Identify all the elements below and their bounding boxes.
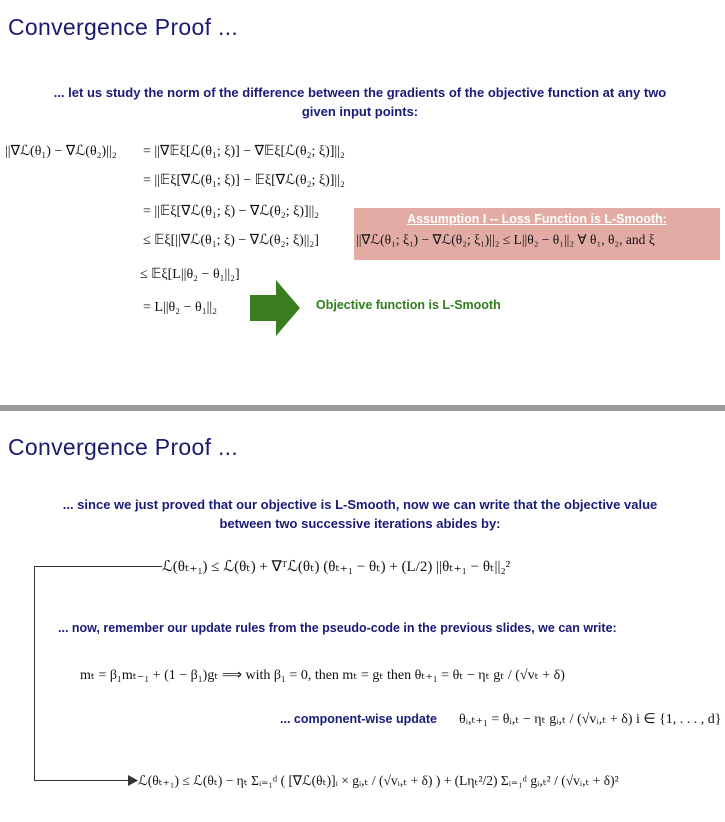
eq-line-4: ≤ 𝔼ξ[||∇ℒ(θ₁; ξ) − ∇ℒ(θ₂; ξ)||₂] bbox=[143, 233, 319, 248]
connector-arrowhead-icon bbox=[128, 775, 138, 786]
assumption-title: Assumption I -- Loss Function is L-Smooth: bbox=[407, 212, 667, 226]
connector-top bbox=[34, 566, 162, 567]
component-equation: θᵢ,ₜ₊₁ = θᵢ,ₜ − ηₜ gᵢ,ₜ / (√vᵢ,ₜ + δ) i ∈ {1, . . . , d} bbox=[459, 712, 722, 727]
slide2-intro-line1: ... since we just proved that our objective is L-Smooth, now we can write that the objective value bbox=[62, 497, 658, 512]
conclusion-label: Objective function is L-Smooth bbox=[316, 298, 501, 312]
slide1-title: Convergence Proof ... bbox=[8, 14, 239, 40]
assumption-box bbox=[354, 208, 720, 260]
slide1-intro bbox=[20, 83, 700, 121]
slide2-title: Convergence Proof ... bbox=[8, 434, 239, 460]
assumption-equation: ||∇ℒ(θ₁; ξ₁) − ∇ℒ(θ₂; ξ₁)||₂ ≤ L||θ₂ − θ₁||₂ ∀ θ₁, θ₂, and ξ bbox=[356, 232, 655, 247]
slide2-intro bbox=[20, 495, 700, 533]
slide-divider bbox=[0, 405, 725, 411]
right-arrow-icon bbox=[250, 280, 302, 336]
slide1-intro-line1: ... let us study the norm of the difference between the gradients of the objective function at any two bbox=[53, 85, 667, 100]
slide2-intro-line2: between two successive iterations abides by: bbox=[219, 516, 501, 531]
update-rule: mₜ = β₁mₜ₋₁ + (1 − β₁)gₜ ⟹ with β₁ = 0, then mₜ = gₜ then θₜ₊₁ = θₜ − ηₜ gₜ / (√vₜ + δ) bbox=[80, 668, 565, 683]
update-note: ... now, remember our update rules from the pseudo-code in the previous slides, we can write: bbox=[58, 621, 617, 635]
eq-line-2: = ||𝔼ξ[∇ℒ(θ₁; ξ)] − 𝔼ξ[∇ℒ(θ₂; ξ)]||₂ bbox=[143, 173, 345, 188]
eq-lhs: ||∇ℒ(θ₁) − ∇ℒ(θ₂)||₂ bbox=[5, 144, 117, 159]
connector-vertical bbox=[34, 566, 35, 781]
eq-line-1: = ||∇𝔼ξ[ℒ(θ₁; ξ)] − ∇𝔼ξ[ℒ(θ₂; ξ)]||₂ bbox=[143, 144, 345, 159]
smoothness-inequality: ℒ(θₜ₊₁) ≤ ℒ(θₜ) + ∇ᵀℒ(θₜ) (θₜ₊₁ − θₜ) + (L/2) ||θₜ₊₁ − θₜ||₂² bbox=[162, 559, 511, 575]
slide1-intro-line2: given input points: bbox=[301, 104, 419, 119]
final-inequality: ℒ(θₜ₊₁) ≤ ℒ(θₜ) − ηₜ Σᵢ₌₁ᵈ ( [∇ℒ(θₜ)]ᵢ × gᵢ,ₜ / (√vᵢ,ₜ + δ) ) + (Lηₜ²/2) Σᵢ₌₁ᵈ gᵢ,ₜ² / (√vᵢ,ₜ + δ)² bbox=[138, 773, 619, 788]
eq-line-6: = L||θ₂ − θ₁||₂ bbox=[143, 300, 218, 315]
eq-line-5: ≤ 𝔼ξ[L||θ₂ − θ₁||₂] bbox=[140, 267, 240, 282]
eq-line-3: = ||𝔼ξ[∇ℒ(θ₁; ξ) − ∇ℒ(θ₂; ξ)]||₂ bbox=[143, 204, 320, 219]
connector-bottom bbox=[34, 780, 134, 781]
component-label: ... component-wise update bbox=[280, 712, 437, 726]
